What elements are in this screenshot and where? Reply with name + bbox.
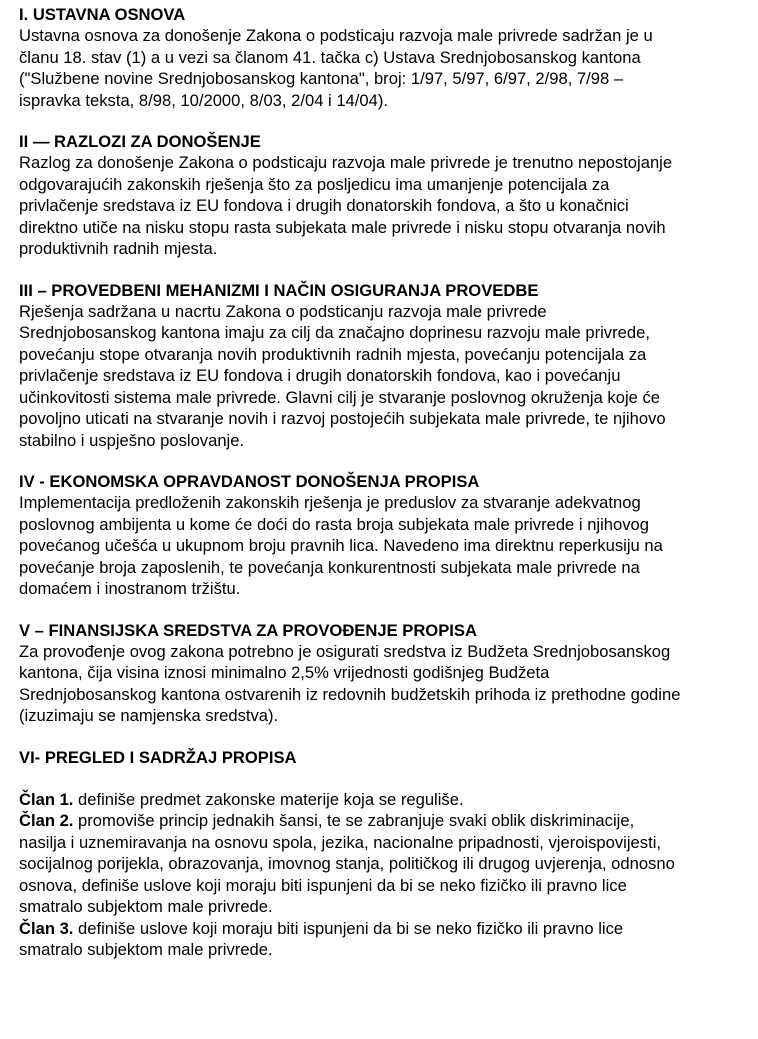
article-label: Član 3. bbox=[19, 918, 74, 938]
article-text-line: smatralo subjektom male privrede. bbox=[19, 897, 273, 916]
section-text-line: odgovarajućih zakonskih rješenja što za posljedicu ima umanjenje potencijala za bbox=[19, 174, 610, 194]
section-text-line: Razlog za donošenje Zakona o podsticaju razvoja male privrede je trenutno nepostojanje bbox=[19, 153, 673, 172]
section-5 bbox=[19, 620, 734, 727]
section-text-line: povoljno uticati na stvaranje novih i razvoj postojećih subjekata male privrede, te njihovo bbox=[19, 409, 666, 428]
section-text-line: Srednjobosanskog kantona ostvarenih iz redovnih budžetskih prihoda iz prethodne godine bbox=[19, 684, 681, 704]
article-text-line: socijalnog porijekla, obrazovanja, imovnog stanja, političkog ili drugog uvjerenja, odnosno bbox=[19, 854, 675, 873]
section-text-line: poslovnog ambijenta u kome će doći do rasta broja subjekata male privrede i njihovog bbox=[19, 514, 650, 534]
article-text: definiše predmet zakonske materije koja se reguliše. bbox=[73, 789, 464, 809]
section-text-line: povećanje broja zaposlenih, te povećanja konkurentnosti subjekata male privrede na bbox=[19, 557, 640, 577]
section-text-line: kantona, čija visina iznosi minimalno 2,5% vrijednosti godišnjeg Budžeta bbox=[19, 663, 550, 682]
section-heading: IV - EKONOMSKA OPRAVDANOST DONOŠENJA PROPISA bbox=[19, 472, 480, 491]
article-item bbox=[19, 789, 734, 811]
section-text-line: (izuzimaju se namjenska sredstva). bbox=[19, 706, 279, 725]
article-text: definiše uslove koji moraju biti ispunjeni da bi se neko fizičko ili pravno lice bbox=[73, 918, 624, 938]
section-text-line: Implementacija predloženih zakonskih rješenja je preduslov za stvaranje adekvatnog bbox=[19, 493, 641, 512]
section-text-line: ispravka teksta, 8/98, 10/2000, 8/03, 2/04 i 14/04). bbox=[19, 90, 388, 110]
section-text-line: povećanog učešća u ukupnom broju pravnih lica. Navedeno ima direktnu reperkusiju na bbox=[19, 536, 663, 555]
section-text-line: Rješenja sadržana u nacrtu Zakona o podsticanju razvoja male privrede bbox=[19, 301, 547, 321]
article-text-line: osnova, definiše uslove koji moraju biti ispunjeni da bi se neko fizičko ili pravno lice bbox=[19, 875, 627, 895]
section-text-line: privlačenje sredstava iz EU fondova i drugih donatorskih fondova, a što u konačnici bbox=[19, 196, 629, 215]
section-heading: V – FINANSIJSKA SREDSTVA ZA PROVOĐENJE PROPISA bbox=[19, 620, 477, 640]
article-item bbox=[19, 918, 734, 940]
section-text-line: Srednjobosanskog kantona imaju za cilj da značajno doprinesu razvoju male privrede, bbox=[19, 323, 650, 342]
section-text-line: Ustavna osnova za donošenje Zakona o podsticaju razvoja male privrede sadržan je u bbox=[19, 26, 653, 45]
section-text-line: članu 18. stav (1) a u vezi sa članom 41. tačka c) Ustava Srednjobosanskog kantona bbox=[19, 47, 641, 67]
section-text-line: Za provođenje ovog zakona potrebno je osigurati sredstva iz Budžeta Srednjobosanskog bbox=[19, 641, 671, 661]
article-list bbox=[19, 789, 734, 961]
section-text-line: povećanju stope otvaranja novih produktivnih radnih mjesta, povećanju potencijala za bbox=[19, 344, 647, 364]
section-1 bbox=[19, 4, 734, 111]
section-heading: VI- PREGLED I SADRŽAJ PROPISA bbox=[19, 747, 297, 767]
section-text-line: stabilno i uspješno poslovanje. bbox=[19, 430, 245, 450]
section-6 bbox=[19, 747, 734, 768]
article-text-line: smatralo subjektom male privrede. bbox=[19, 940, 273, 959]
section-heading: III – PROVEDBENI MEHANIZMI I NAČIN OSIGURANJA PROVEDBE bbox=[19, 280, 539, 300]
section-text-line: domaćem i inostranom tržištu. bbox=[19, 579, 241, 598]
article-text: promoviše princip jednakih šansi, te se zabranjuje svaki oblik diskriminacije, bbox=[73, 811, 635, 830]
article-item bbox=[19, 810, 734, 832]
section-heading: I. USTAVNA OSNOVA bbox=[19, 5, 186, 24]
article-label: Član 2. bbox=[19, 811, 74, 830]
section-text-line: učinkovitosti sistema male privrede. Glavni cilj je stvaranje poslovnog okruženja koje će bbox=[19, 387, 660, 407]
section-text-line: produktivnih radnih mjesta. bbox=[19, 239, 218, 258]
article-text-line: nasilja i uznemiravanja na osnovu spola, jezika, nacionalne pripadnosti, vjeroispovijesti, bbox=[19, 832, 661, 852]
section-heading: II — RAZLOZI ZA DONOŠENJE bbox=[19, 132, 261, 151]
section-text-line: ("Službene novine Srednjobosanskog kantona", broj: 1/97, 5/97, 6/97, 2/98, 7/98 – bbox=[19, 69, 624, 88]
article-label: Član 1. bbox=[19, 789, 74, 809]
section-text-line: direktno utiče na nisku stopu rasta subjekata male privrede i nisku stopu otvaranja novih bbox=[19, 217, 666, 237]
section-3 bbox=[19, 280, 734, 452]
section-2 bbox=[19, 131, 734, 260]
section-4 bbox=[19, 471, 734, 600]
document-sections bbox=[19, 4, 734, 768]
section-text-line: privlačenje sredstava iz EU fondova i drugih donatorskih fondova, kao i povećanju bbox=[19, 366, 621, 385]
